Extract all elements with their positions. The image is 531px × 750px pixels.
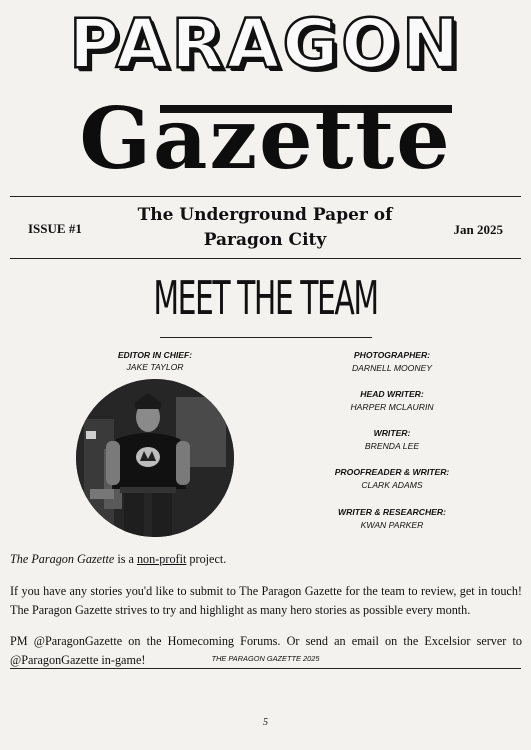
section-title-underline [160,337,372,338]
non-profit-link[interactable]: non-profit [136,552,187,566]
body-paragraph-1 [10,550,522,569]
tagline-line-2: Paragon City [203,230,327,250]
issue-number: ISSUE #1 [28,221,82,236]
team-name-editor: JAKE TAYLOR [126,362,184,372]
divider-footer [10,668,521,669]
team-member [313,428,471,467]
footer-credit: THE PARAGON GAZETTE 2025 [211,654,320,663]
section-title: MEET THE TEAM [153,271,378,325]
tagline-line-1: The Underground Paper of [137,205,393,225]
team-role: WRITER & RESEARCHER: [338,507,446,517]
team-role: PHOTOGRAPHER: [353,350,431,360]
team-name: BRENDA LEE [364,441,420,451]
issue-date: Jan 2025 [453,222,503,237]
body-paragraph-3: PM @ParagonGazette on the Homecoming Forums. Or send an email on the Excelsior server to @ParagonGazette in-game! [10,634,522,667]
text-span: is a [114,552,137,566]
team-member [313,507,471,546]
body-paragraph-2: If you have any stories you'd like to submit to The Paragon Gazette for the team to review, get in touch! The Paragon Gazette strives to try and highlight as many hero stories as possible every month. [10,584,522,617]
team-name: HARPER MCLAURIN [350,402,434,412]
team-list [313,350,471,546]
team-role: WRITER: [373,428,411,438]
tagline [120,203,410,253]
team-member [313,389,471,428]
team-name: KWAN PARKER [360,520,424,530]
text-span: project. [186,552,227,566]
masthead-title-paragon: PARAGON [69,5,462,84]
team-name: CLARK ADAMS [361,480,423,490]
page-number: 5 [263,717,268,728]
team-role: PROOFREADER & WRITER: [334,467,450,477]
team-role-editor: EDITOR IN CHIEF: [117,350,193,360]
team-member [313,350,471,389]
team-name: DARNELL MOONEY [351,363,433,373]
publication-name: The Paragon Gazette [10,552,115,566]
team-role: HEAD WRITER: [360,389,424,399]
divider-top [10,196,521,197]
masthead-title-gazette: Gazette [79,89,452,188]
divider-issue-bar [10,258,521,259]
team-member [313,467,471,507]
editor-photo [76,379,234,537]
editor-figure-image [76,379,234,537]
